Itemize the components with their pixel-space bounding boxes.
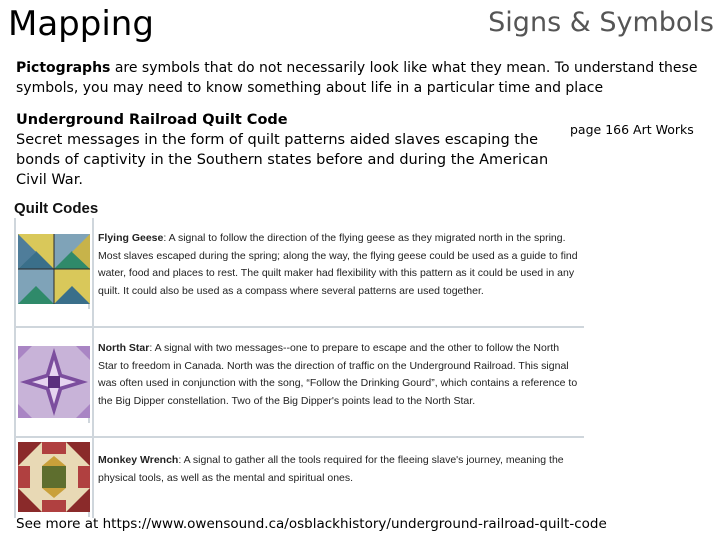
quilt-code-name: Flying Geese — [98, 232, 164, 244]
quilt-codes-heading: Quilt Codes — [14, 200, 99, 217]
quilt-codes-panel — [14, 218, 582, 518]
flying-geese-description: Flying Geese: A signal to follow the direction of the flying geese as they migrated north in the spring. Most slaves escaped during the spring; along the way, the flying geese could be used as a guide to find water, food and places to rest. The quilt maker had flexibility with this pattern as it could be used in any quilt. It could also be used as a compass where several patterns are used together. — [98, 232, 578, 297]
monkey-wrench-description: Monkey Wrench: A signal to gather all the tools required for the fleeing slave's journey, meaning the physical tools, as well as the mental and spiritual ones. — [98, 454, 564, 484]
quilt-code-row — [16, 328, 584, 438]
monkey-wrench-quilt-icon — [18, 442, 90, 517]
page-title: Mapping — [8, 4, 154, 44]
north-star-description: North Star: A signal with two messages--one to prepare to escape and the other to follow the North Star to freedom in Canada. North was the direction of traffic on the Underground Railroad. This signal was often used in conjunction with the song, “Follow the Drinking Gourd”, which contains a reference to the Big Dipper constellation. Two of the Big Dipper's points lead to the North Star. — [98, 342, 578, 407]
intro-paragraph — [16, 58, 706, 98]
north-star-quilt-icon — [18, 346, 90, 423]
quilt-code-row — [16, 438, 584, 514]
quilt-code-name: Monkey Wrench — [98, 454, 179, 466]
source-footer — [16, 516, 607, 532]
footer-prefix: See more at — [16, 516, 103, 532]
source-link[interactable]: https://www.owensound.ca/osblackhistory/underground-railroad-quilt-code — [102, 516, 607, 532]
page-subtitle: Signs & Symbols — [488, 7, 714, 38]
quilt-code-row — [16, 218, 584, 328]
ugrr-section — [16, 110, 561, 190]
ugrr-body: Secret messages in the form of quilt patterns aided slaves escaping the bonds of captivity in the Southern states before and during the American Civil War. — [16, 132, 549, 188]
ugrr-title: Underground Railroad Quilt Code — [16, 112, 288, 128]
flying-geese-quilt-icon — [18, 234, 90, 309]
intro-term: Pictographs — [16, 60, 111, 76]
page-reference: page 166 Art Works — [570, 122, 694, 137]
quilt-code-name: North Star — [98, 342, 150, 354]
intro-text: are symbols that do not necessarily look like what they mean. To understand these symbols, you may need to know something about life in a particular time and place — [16, 60, 698, 96]
